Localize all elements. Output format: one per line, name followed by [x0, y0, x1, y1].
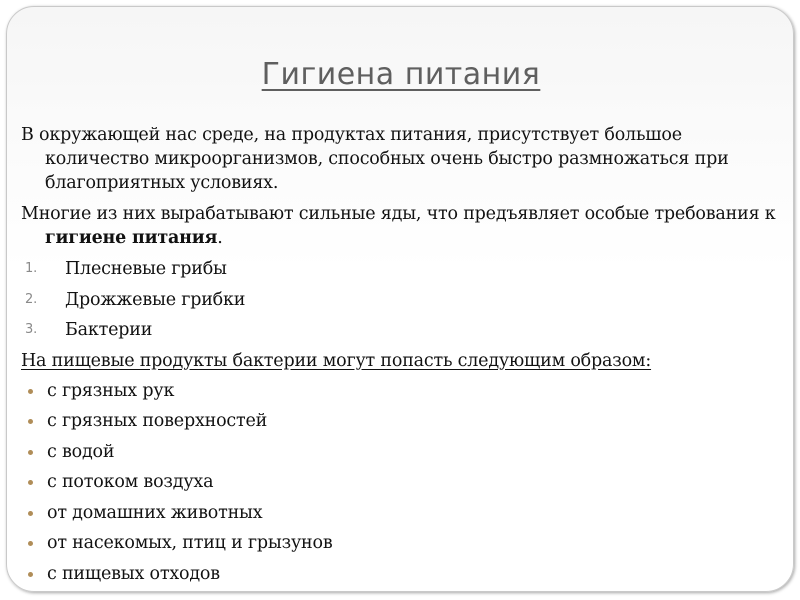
- bullet-dot-icon: [28, 572, 33, 577]
- bullet-item: [21, 440, 791, 464]
- item-text: Дрожжевые грибки: [65, 289, 246, 310]
- bullet-dot-icon: [28, 511, 33, 516]
- bullet-text: от насекомых, птиц и грызунов: [47, 533, 333, 553]
- poisons-text-bold: гигиене питания: [45, 228, 218, 248]
- bullet-text: с водой: [47, 441, 115, 462]
- bullet-text: с потоком воздуха: [47, 472, 214, 492]
- slide: [6, 6, 794, 592]
- routes-heading: [21, 349, 791, 373]
- bullet-text: с грязных поверхностей: [47, 411, 268, 431]
- bullet-dot-icon: [28, 541, 33, 546]
- bullet-dot-icon: [28, 450, 33, 455]
- bullet-text: от домашних животных: [47, 502, 263, 523]
- bullet-text: с грязных рук: [47, 380, 175, 401]
- item-number: 3.: [25, 322, 38, 337]
- routes-heading-text: На пищевые продукты бактерии могут попасть следующим образом:: [21, 350, 652, 371]
- bullet-dot-icon: [28, 480, 33, 485]
- bullet-item: [21, 379, 791, 403]
- bullet-item: [21, 501, 791, 525]
- bullet-dot-icon: [28, 389, 33, 394]
- slide-title: Гигиена питания: [261, 57, 541, 92]
- bullet-item: [21, 470, 791, 494]
- poisons-paragraph: [21, 202, 791, 250]
- numbered-item: [21, 318, 791, 342]
- intro-paragraph: В окружающей нас среде, на продуктах питания, присутствует большое количество микроорганизмов, способных очень быстро размножаться при благоприятных условиях.: [21, 125, 729, 193]
- slide-body: [21, 123, 791, 592]
- numbered-item: [21, 257, 791, 281]
- bullet-dot-icon: [28, 419, 33, 424]
- item-number: 1.: [25, 261, 38, 276]
- bullet-item: [21, 409, 791, 433]
- bullet-item: [21, 531, 791, 555]
- poisons-text-after: .: [217, 228, 223, 248]
- item-text: Бактерии: [65, 320, 153, 340]
- bullet-item: [21, 562, 791, 586]
- item-text: Плесневые грибы: [65, 259, 227, 279]
- bullet-text: с пищевых отходов: [47, 563, 220, 584]
- item-number: 2.: [25, 291, 38, 307]
- numbered-item: [21, 288, 791, 312]
- poisons-text-before: Многие из них вырабатывают сильные яды, что предъявляет особые требования к: [21, 204, 776, 224]
